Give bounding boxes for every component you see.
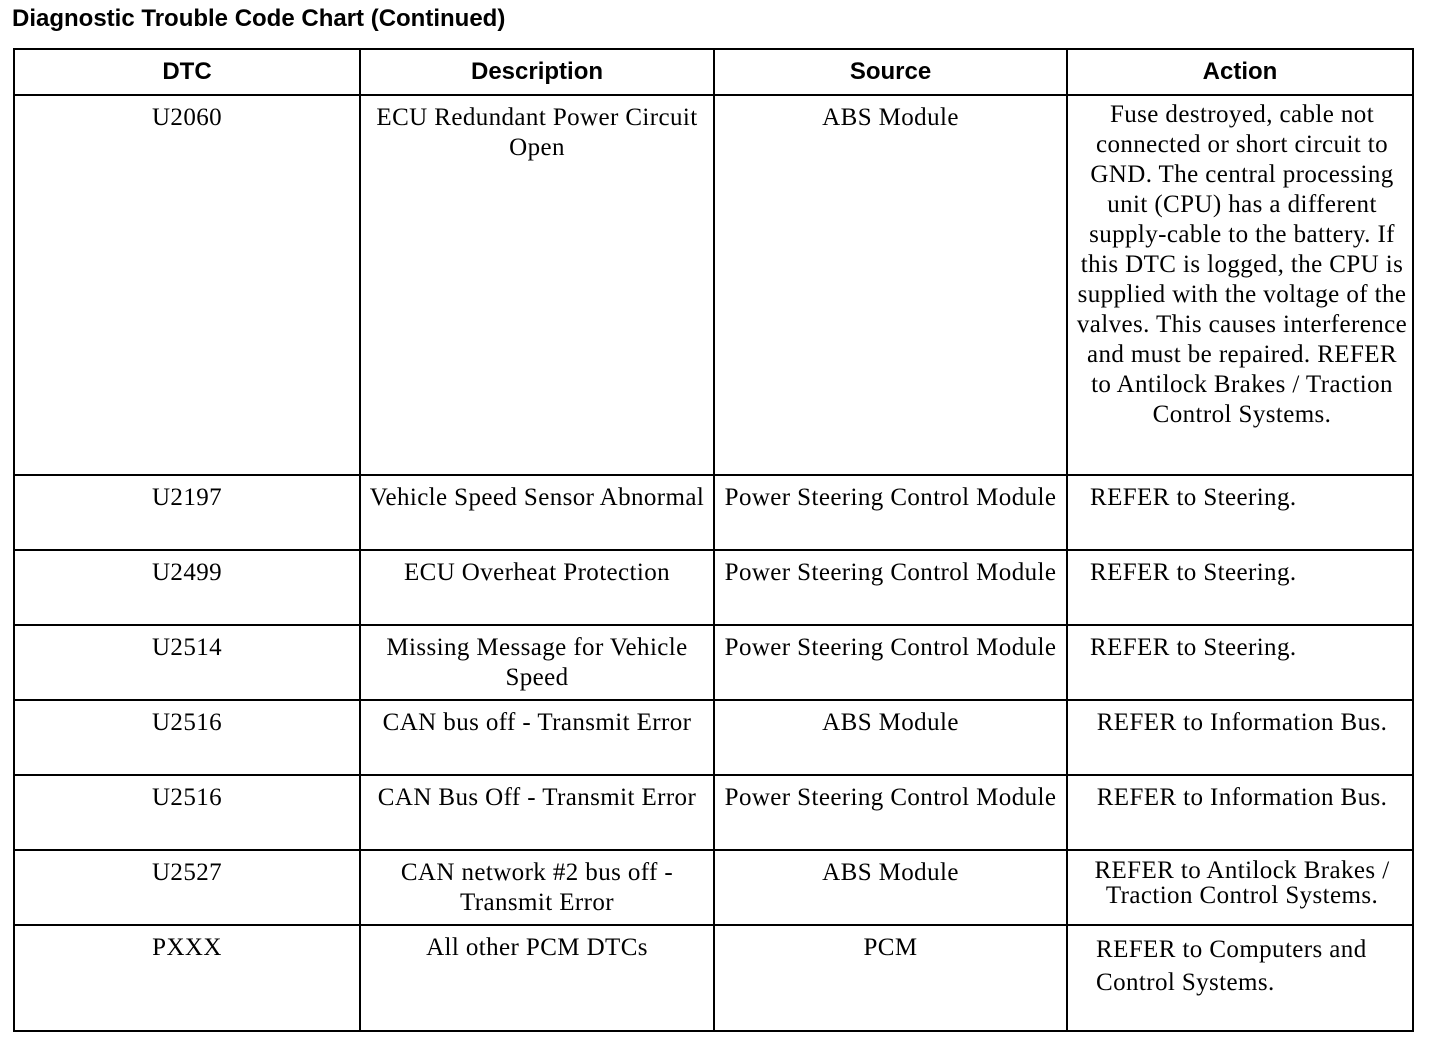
- table-row: [14, 95, 1413, 475]
- cell-dtc: U2499: [14, 550, 360, 625]
- cell-action: REFER to Information Bus.: [1067, 700, 1413, 775]
- cell-description: ECU Overheat Protection: [360, 550, 714, 625]
- table-row: [14, 550, 1413, 625]
- page-title: Diagnostic Trouble Code Chart (Continued): [12, 5, 506, 32]
- table-row: [14, 775, 1413, 850]
- cell-action: Fuse destroyed, cable not connected or short circuit to GND. The central processing unit (CPU) has a different supply-cable to the battery. If this DTC is logged, the CPU is supplied with the voltage of the valves. This causes interference and must be repaired. REFER to Antilock Brakes / Traction Control Systems.: [1067, 95, 1413, 475]
- cell-description: CAN bus off - Transmit Error: [360, 700, 714, 775]
- cell-dtc: U2516: [14, 700, 360, 775]
- cell-action: REFER to Steering.: [1067, 550, 1413, 625]
- table-row: [14, 475, 1413, 550]
- cell-dtc: PXXX: [14, 925, 360, 1031]
- cell-action: REFER to Steering.: [1067, 475, 1413, 550]
- dtc-chart-table: [13, 48, 1414, 1032]
- cell-source: PCM: [714, 925, 1067, 1031]
- cell-description: CAN network #2 bus off - Transmit Error: [360, 850, 714, 925]
- cell-action: REFER to Antilock Brakes / Traction Control Systems.: [1067, 850, 1413, 925]
- table-row: [14, 925, 1413, 1031]
- cell-source: Power Steering Control Module: [714, 625, 1067, 700]
- column-header-action: Action: [1067, 49, 1413, 95]
- cell-source: Power Steering Control Module: [714, 550, 1067, 625]
- cell-action: REFER to Steering.: [1067, 625, 1413, 700]
- cell-description: All other PCM DTCs: [360, 925, 714, 1031]
- cell-dtc: U2516: [14, 775, 360, 850]
- cell-source: ABS Module: [714, 95, 1067, 475]
- cell-dtc: U2197: [14, 475, 360, 550]
- cell-description: ECU Redundant Power Circuit Open: [360, 95, 714, 475]
- column-header-source: Source: [714, 49, 1067, 95]
- cell-source: ABS Module: [714, 700, 1067, 775]
- cell-dtc: U2060: [14, 95, 360, 475]
- cell-dtc: U2527: [14, 850, 360, 925]
- cell-source: ABS Module: [714, 850, 1067, 925]
- cell-dtc: U2514: [14, 625, 360, 700]
- cell-action: REFER to Computers and Control Systems.: [1067, 925, 1413, 1031]
- cell-description: Missing Message for Vehicle Speed: [360, 625, 714, 700]
- cell-source: Power Steering Control Module: [714, 775, 1067, 850]
- cell-description: Vehicle Speed Sensor Abnormal: [360, 475, 714, 550]
- table-header-row: [14, 49, 1413, 95]
- cell-source: Power Steering Control Module: [714, 475, 1067, 550]
- cell-action: REFER to Information Bus.: [1067, 775, 1413, 850]
- column-header-dtc: DTC: [14, 49, 360, 95]
- table-row: [14, 625, 1413, 700]
- table-row: [14, 700, 1413, 775]
- column-header-description: Description: [360, 49, 714, 95]
- table-row: [14, 850, 1413, 925]
- cell-description: CAN Bus Off - Transmit Error: [360, 775, 714, 850]
